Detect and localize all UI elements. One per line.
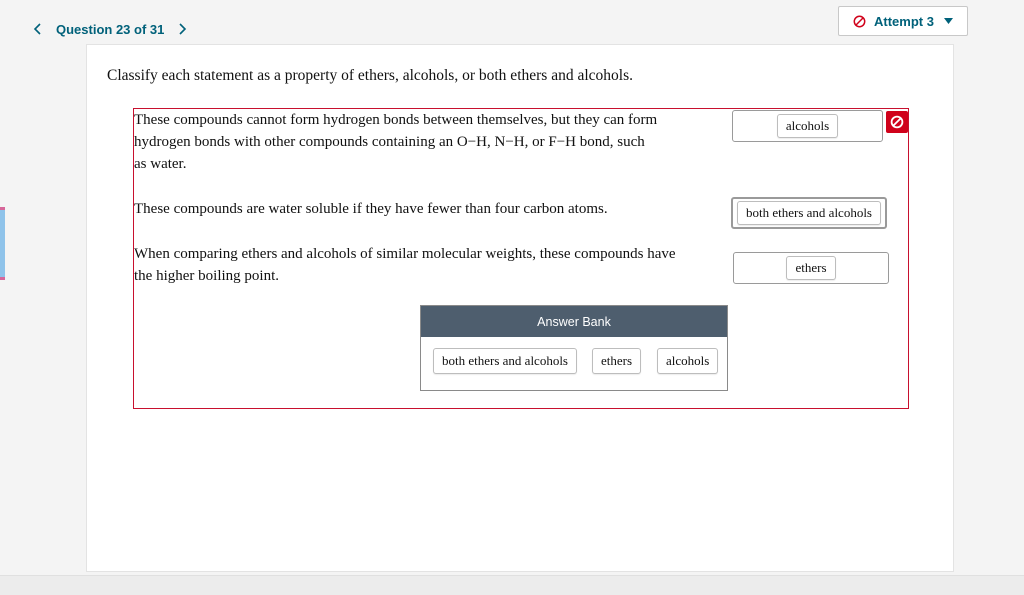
answer-bank-chip[interactable]: alcohols <box>657 348 718 374</box>
answer-bank-chip[interactable]: both ethers and alcohols <box>433 348 577 374</box>
statement-line: as water. <box>134 156 187 172</box>
answer-bank-title: Answer Bank <box>421 306 727 337</box>
statement-line: These compounds are water soluble if they have fewer than four carbon atoms. <box>134 201 608 217</box>
statement-line: When comparing ethers and alcohols of similar molecular weights, these compounds have <box>134 246 676 262</box>
question-counter[interactable]: Question 23 of 31 <box>56 21 165 37</box>
incorrect-icon <box>886 111 908 133</box>
statement-line: hydrogen bonds with other compounds containing an O−H, N−H, or F−H bond, such <box>134 134 645 150</box>
question-instructions: Classify each statement as a property of ethers, alcohols, or both ethers and alcohols. <box>107 67 633 84</box>
previous-question-icon[interactable] <box>28 19 48 39</box>
no-entry-circle-icon <box>853 15 866 28</box>
attempt-label: Attempt 3 <box>874 13 934 29</box>
placed-answer-chip[interactable]: both ethers and alcohols <box>737 201 881 225</box>
statement-line: These compounds cannot form hydrogen bonds between themselves, but they can form <box>134 112 658 128</box>
placed-answer-chip[interactable]: alcohols <box>777 114 838 138</box>
answer-drop-target-2[interactable] <box>731 197 887 229</box>
statement-2 <box>134 198 714 220</box>
statement-line: the higher boiling point. <box>134 268 279 284</box>
answer-bank <box>420 305 728 391</box>
attempt-dropdown[interactable] <box>838 6 968 36</box>
statement-3 <box>134 243 714 287</box>
question-card <box>86 44 954 572</box>
classification-area <box>133 108 909 409</box>
question-navigation <box>28 18 192 40</box>
caret-down-icon <box>944 18 953 24</box>
answer-drop-target-3[interactable] <box>733 252 889 284</box>
answer-drop-target-1[interactable] <box>732 110 883 142</box>
answer-bank-items <box>421 348 727 374</box>
side-indicator <box>0 207 5 280</box>
statement-1 <box>134 109 714 175</box>
placed-answer-chip[interactable]: ethers <box>786 256 835 280</box>
bottom-toolbar <box>0 575 1024 595</box>
next-question-icon[interactable] <box>172 19 192 39</box>
answer-bank-chip[interactable]: ethers <box>592 348 641 374</box>
